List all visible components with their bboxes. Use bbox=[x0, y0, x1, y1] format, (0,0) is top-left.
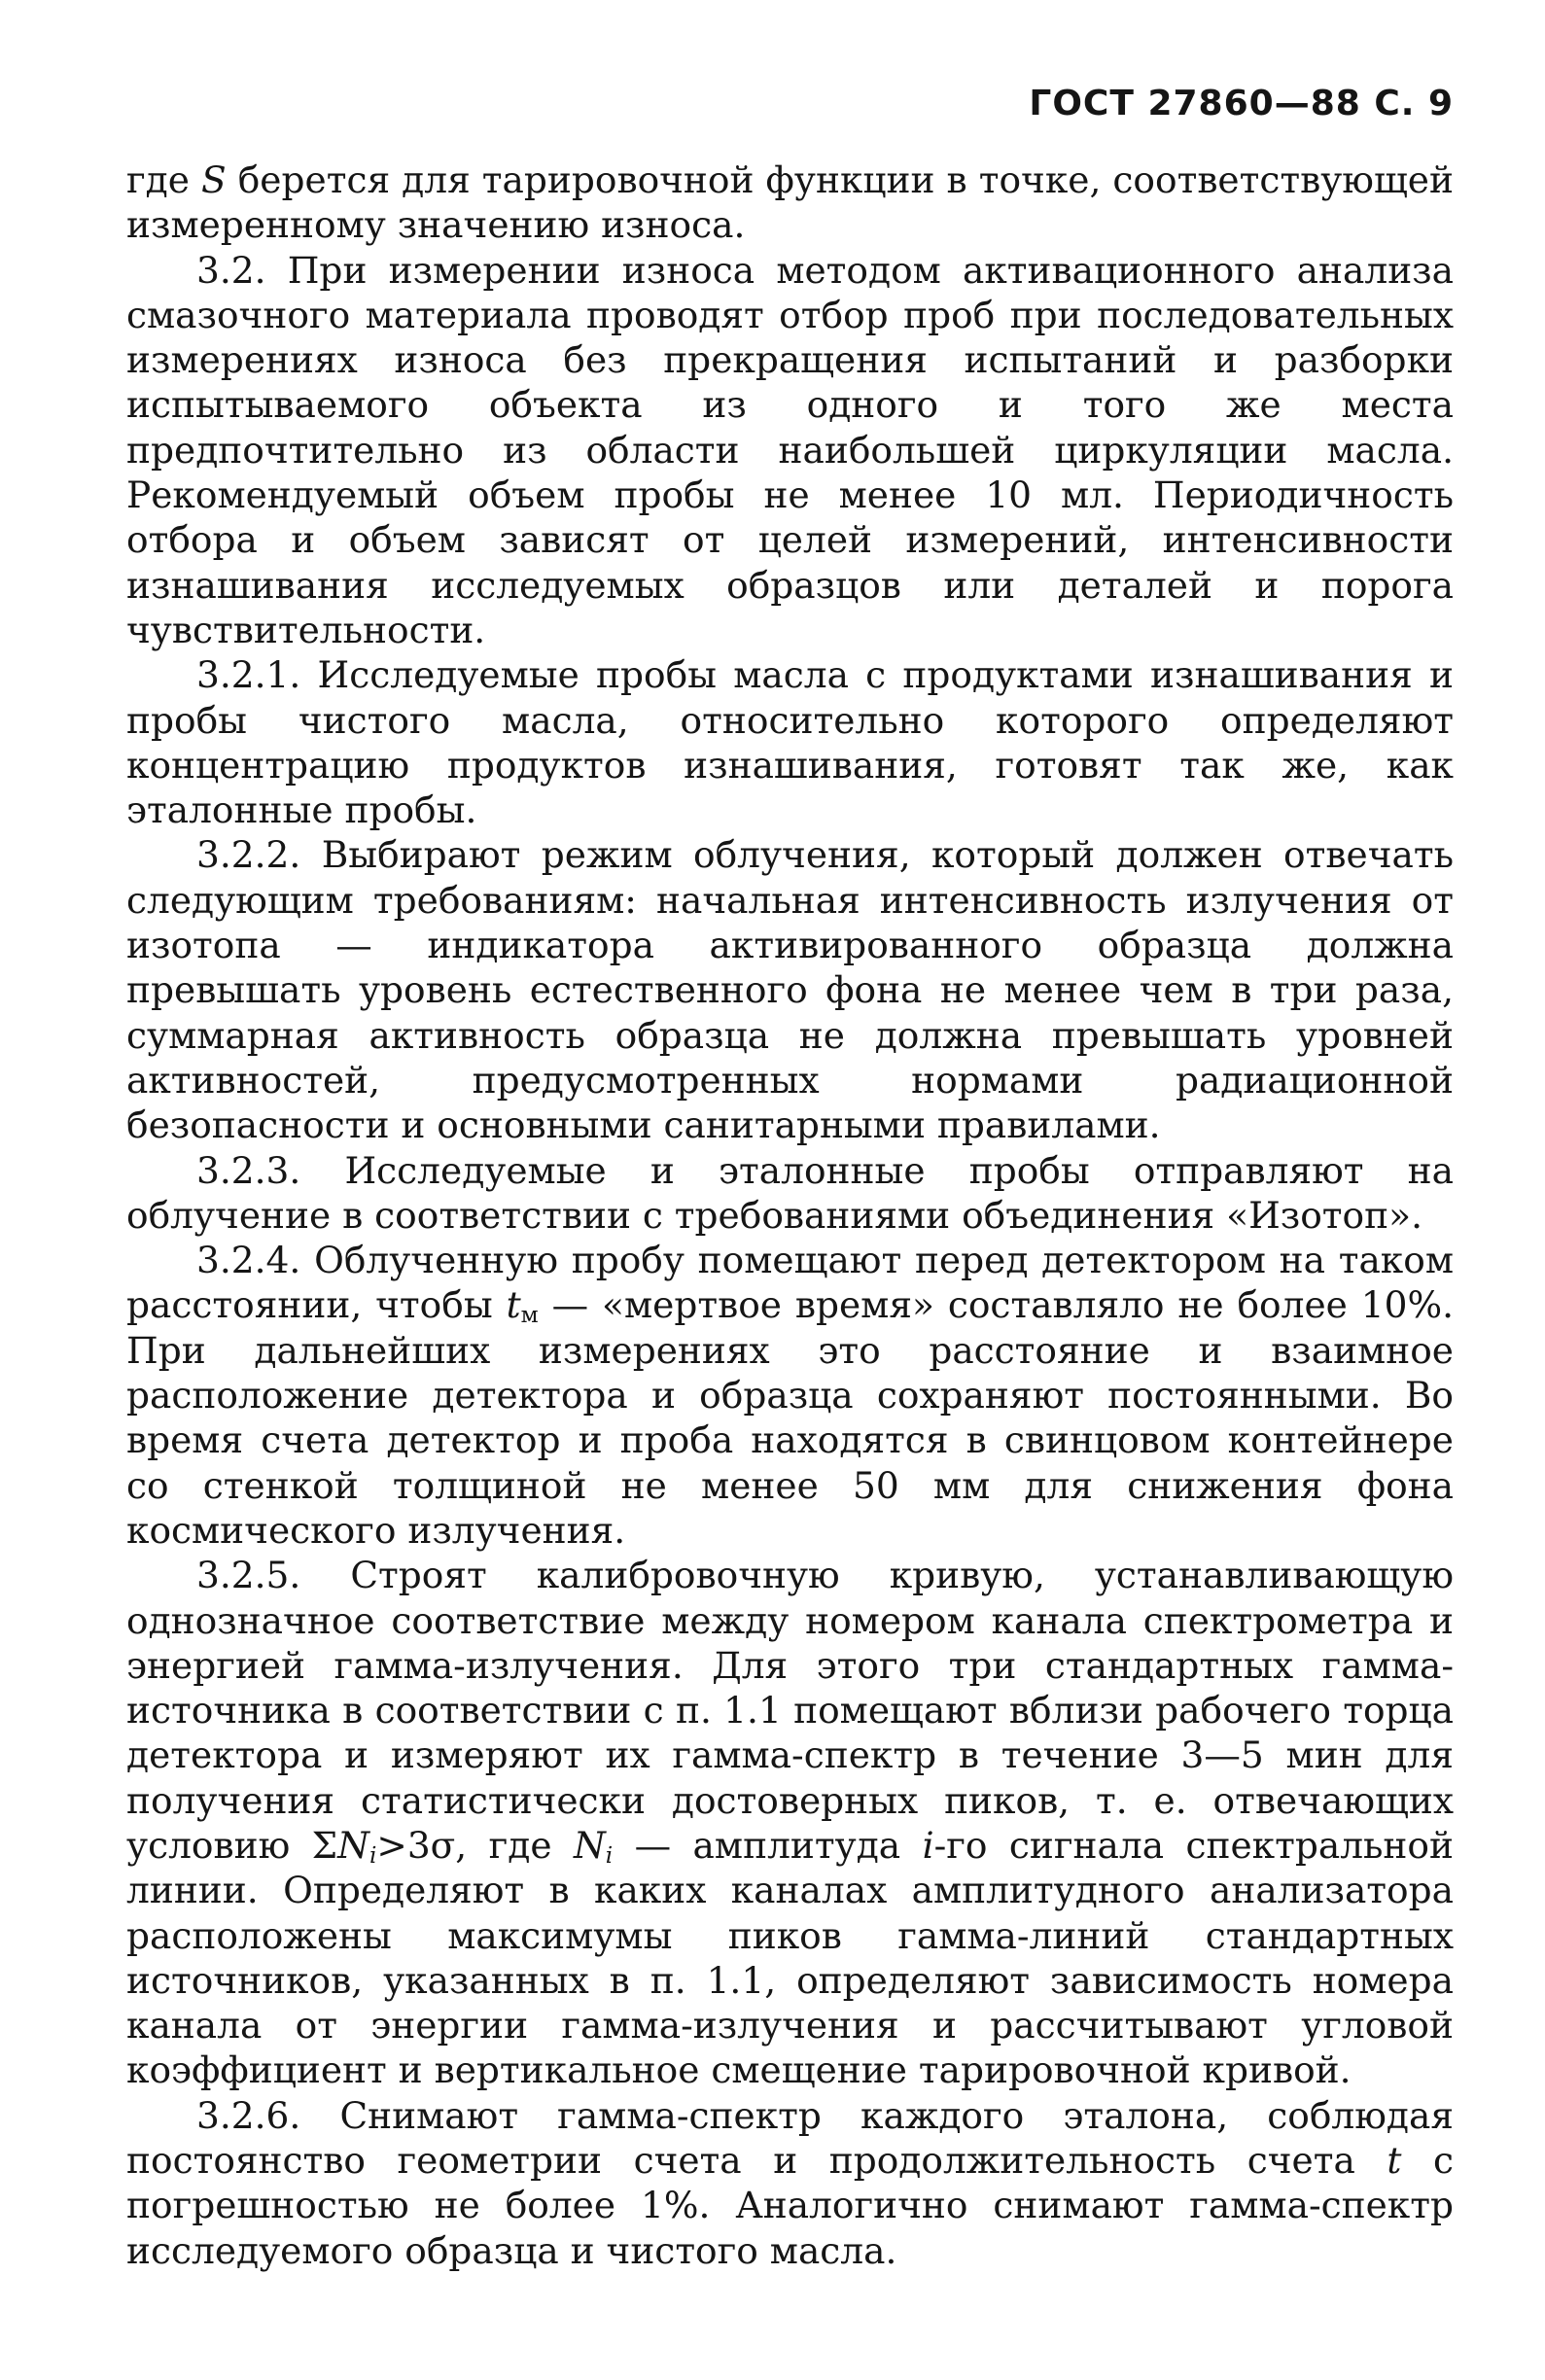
body-text bbox=[126, 158, 1454, 2273]
running-header: ГОСТ 27860—88 С. 9 bbox=[1029, 84, 1454, 123]
paragraph-3-2-3 bbox=[126, 1148, 1454, 1239]
paragraph-3-2 bbox=[126, 248, 1454, 653]
text-run: 3.2.4. Облученную пробу помещают перед детектором на таком расстоянии, чтобы bbox=[126, 1239, 1454, 1327]
paragraph-3-2-2 bbox=[126, 832, 1454, 1147]
text-run: 3.2.6. Снимают гамма-спектр каждого эталона, соблюдая постоянство геометрии счета и продолжительность счета bbox=[126, 2093, 1454, 2183]
text-run: -го сигнала спектральной линии. Определяют в каких каналах амплитудного анализатора расположены максимумы пиков гамма-линий стандартных источников, указанных в п. 1.1, определяют зависимость номера канала от энергии гамма-излучения и рассчитывают угловой коэффициент и вертикальное смещение тарировочной кривой. bbox=[126, 1823, 1454, 2092]
text-run: — «мертвое время» составляло не более 10%. При дальнейших измерениях это расстояние и взаимное расположение детектора и образца сохраняют постоянными. Во время счета детектор и проба находятся в свинцовом контейнере со стенкой толщиной не менее 50 мм для снижения фона космического излучения. bbox=[126, 1283, 1454, 1552]
text-run: 3.2. При измерении износа методом активационного анализа смазочного материала проводят отбор проб при последовательных измерениях износа без прекращения испытаний и разборки испытываемого объекта из одного и того же места предпочтительно из области наибольшей циркуляции масла. Рекомендуемый объем пробы не менее 10 мл. Периодичность отбора и объем зависят от целей измерений, интенсивности изнашивания исследуемых образцов или деталей и порога чувствительности. bbox=[126, 248, 1454, 651]
math-symbol: i bbox=[922, 1823, 934, 1867]
text-run: — амплитуда bbox=[613, 1823, 923, 1867]
math-symbol: N bbox=[573, 1823, 606, 1867]
math-symbol: N bbox=[337, 1823, 369, 1867]
math-symbol: м bbox=[520, 1302, 539, 1329]
text-run: берется для тарировочной функции в точке, соответствующей измеренному значению износа. bbox=[126, 158, 1454, 247]
math-symbol: i bbox=[369, 1842, 377, 1870]
paragraph-3-2-1 bbox=[126, 652, 1454, 832]
paragraph-3-2-5 bbox=[126, 1553, 1454, 2093]
text-run: 3.2.5. Строят калибровочную кривую, устанавливающую однозначное соответствие между номером канала спектрометра и энергией гамма-излучения. Для этого три стандартных гамма-источника в соответствии с п. 1.1 помещают вблизи рабочего торца детектора и измеряют их гамма-спектр в течение 3—5 мин для получения статистически достоверных пиков, т. е. отвечающих условию Σ bbox=[126, 1554, 1454, 1867]
paragraph-continuation bbox=[126, 158, 1454, 248]
math-symbol: t bbox=[1387, 2139, 1402, 2183]
paragraph-3-2-4 bbox=[126, 1238, 1454, 1553]
text-run: 3.2.2. Выбирают режим облучения, который должен отвечать следующим требованиям: начальная интенсивность излучения от изотопа — индикатора активированного образца должна превышать уровень естественного фона не менее чем в три раза, суммарная активность образца не должна превышать уровней активностей, предусмотренных нормами радиационной безопасности и основными санитарными правилами. bbox=[126, 833, 1454, 1147]
text-run: >3σ, где bbox=[376, 1823, 574, 1867]
text-run: с погрешностью не более 1%. Аналогично снимают гамма-спектр исследуемого образца и чистого масла. bbox=[126, 2139, 1454, 2272]
math-symbol: i bbox=[605, 1842, 614, 1870]
math-symbol: S bbox=[200, 158, 227, 201]
paragraph-3-2-6 bbox=[126, 2093, 1454, 2273]
text-run: 3.2.3. Исследуемые и эталонные пробы отправляют на облучение в соответствии с требованиями объединения «Изотоп». bbox=[126, 1148, 1454, 1237]
text-run: где bbox=[126, 158, 201, 201]
text-run: 3.2.1. Исследуемые пробы масла с продуктами изнашивания и пробы чистого масла, относительно которого определяют концентрацию продуктов изнашивания, готовят так же, как эталонные пробы. bbox=[126, 653, 1454, 832]
math-symbol: t bbox=[506, 1283, 521, 1327]
